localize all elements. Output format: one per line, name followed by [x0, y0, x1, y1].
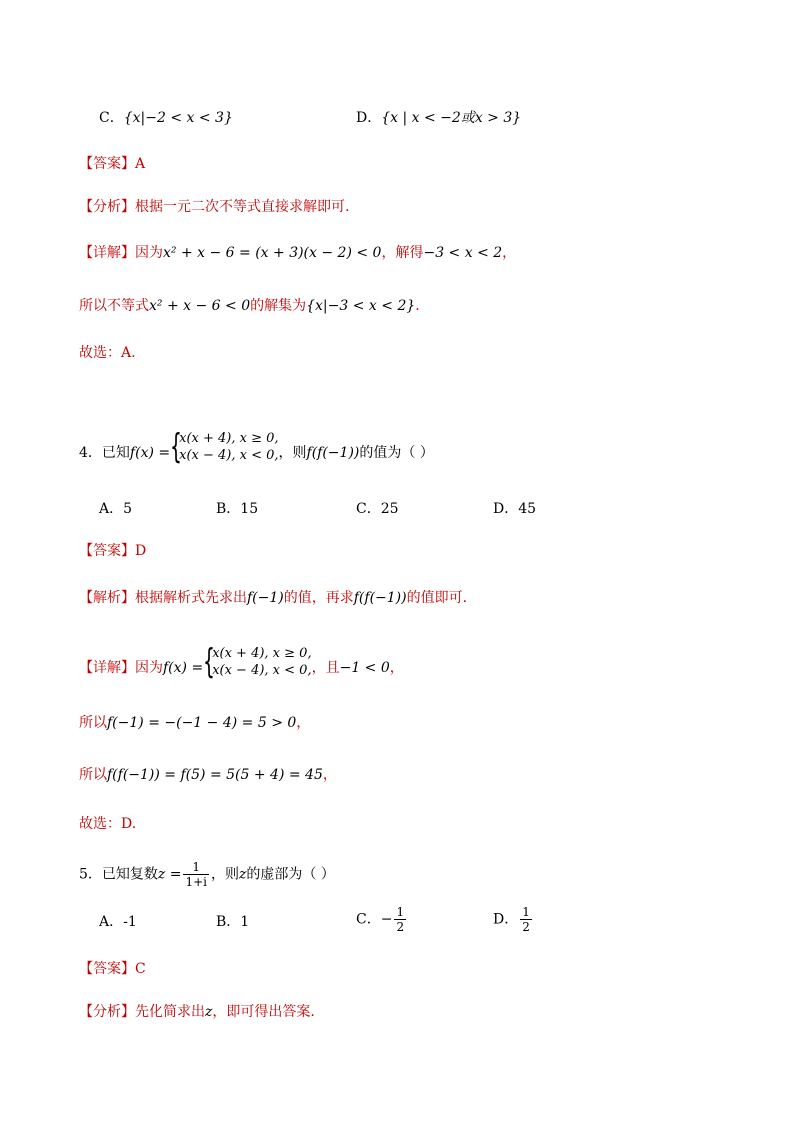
q5-option-d-num: 1	[522, 905, 530, 919]
q3-so-text3: .	[415, 298, 420, 314]
q4-option-c-label: C．	[356, 501, 381, 517]
q5-fraction-den: 1+i	[185, 875, 208, 889]
left-brace-icon: {	[203, 642, 216, 682]
q4-step1-text: 所以	[79, 715, 107, 731]
q5-z-eq: z =	[157, 866, 182, 883]
q4-detail-math2: −1 < 0	[339, 660, 390, 676]
q5-answer-tag: 【答案】	[79, 961, 135, 977]
q4-step2	[79, 765, 337, 785]
q5-stem-prefix: 5．已知复数	[79, 866, 158, 883]
q4-detail-text2: ，且	[311, 660, 340, 676]
q4-option-c-value: 25	[380, 501, 399, 517]
q4-option-d	[493, 499, 536, 519]
q4-option-b	[216, 499, 258, 519]
q4-piecewise	[170, 427, 279, 467]
q5-stem-mid: ，则	[211, 866, 240, 883]
q5-option-c	[356, 905, 408, 934]
q4-detail-piecewise	[203, 642, 312, 682]
q5-option-c-sign: −	[380, 911, 393, 928]
q4-detail-text3: ，	[389, 660, 404, 676]
q5-option-c-den: 2	[396, 920, 405, 934]
q4-option-d-value: 45	[518, 501, 537, 517]
q3-option-d-math: {x | x < −2或x > 3}	[381, 110, 522, 126]
q4-detail-tag: 【详解】	[79, 660, 135, 676]
q4-detail-text1: 因为	[135, 660, 163, 676]
q4-choose: 故选：D.	[79, 816, 137, 832]
q4-detail-f-of-x: f(x) =	[163, 660, 204, 676]
q4-answer	[79, 541, 146, 561]
q5-option-c-label: C．	[356, 911, 381, 928]
q4-option-a	[99, 499, 132, 519]
q3-detail-text1: 因为	[135, 245, 163, 261]
q4-detail-case2: x(x − 4), x < 0,	[212, 663, 312, 678]
q3-detail-tag: 【详解】	[79, 245, 135, 261]
q5-fraction-num: 1	[183, 860, 209, 875]
q4-analysis-math2: f(f(−1))	[353, 590, 407, 606]
q5-z: z	[239, 866, 247, 883]
q4-step2-end: ，	[322, 767, 337, 783]
q4-option-b-label: B．	[216, 501, 241, 517]
q3-analysis	[79, 197, 349, 217]
left-brace-icon: {	[170, 427, 183, 467]
q4-answer-value: D	[135, 543, 147, 559]
q3-detail-text3: ，	[502, 245, 517, 261]
q4-analysis-math1: f(−1)	[247, 590, 284, 606]
q4-step1-math: f(−1) = −(−1 − 4) = 5 > 0	[107, 715, 297, 731]
q5-analysis-text1: 先化简求出	[135, 1004, 205, 1020]
q4-stem-prefix: 4．已知	[79, 445, 130, 461]
q3-so-text1: 所以不等式	[79, 298, 149, 314]
q4-option-d-label: D．	[493, 501, 519, 517]
q5-option-a-label: A．	[99, 914, 124, 930]
q3-analysis-tag: 【分析】	[79, 199, 135, 215]
q3-option-c	[99, 108, 233, 128]
q3-analysis-text: 根据一元二次不等式直接求解即可.	[135, 199, 350, 215]
q3-detail-math2: −3 < x < 2	[423, 245, 503, 261]
q5-option-b	[216, 912, 249, 932]
q5-option-d-label: D．	[493, 911, 519, 928]
q3-so-line	[79, 296, 420, 316]
q4-detail-case1: x(x + 4), x ≥ 0,	[212, 646, 312, 661]
q5-analysis-text2: ，即可得出答案.	[212, 1004, 315, 1020]
q5-stem-suffix: 的虚部为（ ）	[246, 866, 335, 883]
q5-analysis	[79, 1002, 315, 1022]
q4-step2-math: f(f(−1)) = f(5) = 5(5 + 4) = 45	[107, 767, 323, 783]
q5-analysis-tag: 【分析】	[79, 1004, 135, 1020]
q3-so-math2: {x|−3 < x < 2}	[306, 298, 416, 314]
q3-choose: 故选：A.	[79, 345, 136, 361]
q5-option-a	[99, 912, 137, 932]
q5-option-d	[493, 905, 534, 934]
q3-answer-value: A	[135, 156, 146, 172]
q4-step2-text: 所以	[79, 767, 107, 783]
q4-option-a-label: A．	[99, 501, 124, 517]
q4-step1	[79, 713, 310, 733]
q4-option-c	[356, 499, 399, 519]
q4-analysis-text1: 根据解析式先求出	[135, 590, 247, 606]
q3-so-math1: x² + x − 6 < 0	[149, 298, 251, 314]
q4-case2: x(x − 4), x < 0,	[179, 448, 279, 463]
q3-detail	[79, 243, 516, 263]
q4-analysis-text2: 的值，再求	[283, 590, 354, 606]
q5-answer-value: C	[135, 961, 146, 977]
q3-option-d-label: D．	[356, 110, 382, 126]
q3-option-c-math: {x|−2 < x < 3}	[123, 110, 233, 126]
q5-analysis-z: z	[205, 1004, 213, 1020]
q4-analysis-text3: 的值即可.	[406, 590, 468, 606]
q4-ff: f(f(−1))	[306, 445, 360, 461]
q4-stem	[79, 427, 434, 470]
q5-option-c-num: 1	[396, 905, 405, 919]
q5-fraction	[183, 860, 209, 889]
q4-option-a-value: 5	[123, 501, 133, 517]
q5-option-d-den: 2	[522, 920, 530, 934]
q4-case1: x(x + 4), x ≥ 0,	[179, 431, 279, 446]
q4-f-of-x: f(x) =	[129, 445, 171, 461]
q3-detail-text2: ，解得	[381, 245, 424, 261]
q5-option-a-value: -1	[123, 914, 137, 930]
q3-so-text2: 的解集为	[250, 298, 307, 314]
q5-answer	[79, 959, 146, 979]
q4-stem-mid: ，则	[278, 445, 307, 461]
q3-detail-math1: x² + x − 6 = (x + 3)(x − 2) < 0	[163, 245, 382, 261]
q5-option-d-fraction	[520, 905, 532, 934]
q5-option-b-label: B．	[216, 914, 241, 930]
q4-analysis	[79, 588, 467, 608]
q5-option-c-fraction	[394, 905, 406, 934]
q5-option-b-value: 1	[240, 914, 250, 930]
q5-stem	[79, 860, 335, 889]
q3-option-d	[356, 108, 521, 128]
q4-analysis-tag: 【解析】	[79, 590, 135, 606]
q4-stem-suffix: 的值为（ ）	[359, 445, 434, 461]
q3-answer-tag: 【答案】	[79, 156, 135, 172]
q4-answer-tag: 【答案】	[79, 543, 135, 559]
q3-answer	[79, 154, 145, 174]
q3-option-c-label: C．	[99, 110, 124, 126]
q4-step1-end: ，	[296, 715, 311, 731]
q4-option-b-value: 15	[240, 501, 259, 517]
q4-detail	[79, 642, 404, 685]
